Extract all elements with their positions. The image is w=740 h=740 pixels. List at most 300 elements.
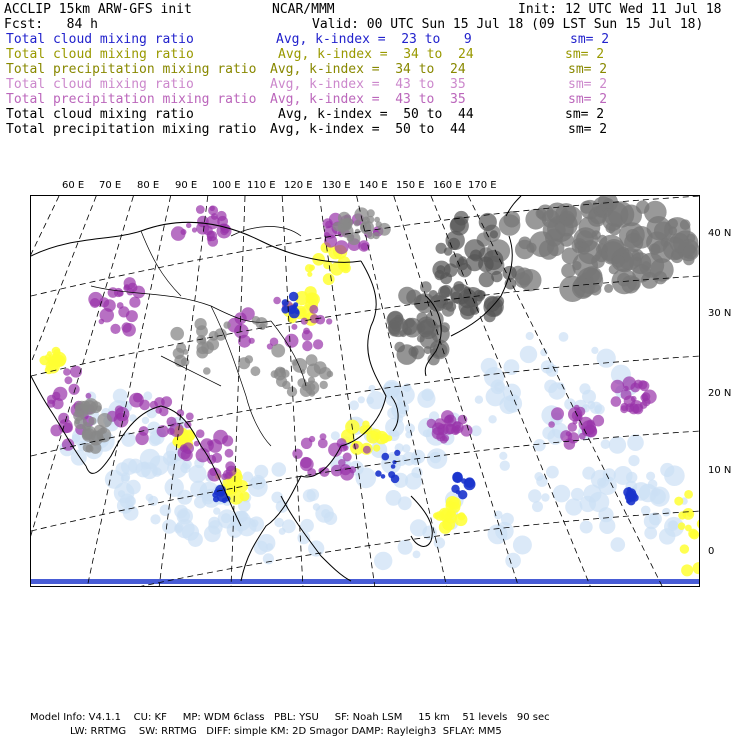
blue-cloud-patch xyxy=(391,464,396,469)
dense-cloud-area xyxy=(596,204,607,215)
purple-cloud-patch xyxy=(62,438,74,450)
light-cloud-area xyxy=(162,519,177,534)
title-center: NCAR/MMM xyxy=(272,2,335,17)
dense-cloud-area xyxy=(403,318,423,338)
light-cloud-area xyxy=(591,347,598,354)
light-cloud-area xyxy=(520,346,537,363)
light-cloud-area xyxy=(528,489,541,502)
purple-cloud-patch xyxy=(572,411,582,421)
light-cloud-area xyxy=(546,466,559,479)
purple-cloud-patch xyxy=(121,322,131,332)
light-cloud-area xyxy=(646,472,655,481)
purple-cloud-patch xyxy=(579,433,586,440)
purple-cloud-patch xyxy=(326,318,332,324)
purple-cloud-patch xyxy=(221,473,228,480)
blue-cloud-patch xyxy=(381,474,386,479)
purple-cloud-patch xyxy=(90,298,100,308)
yellow-cloud-patch xyxy=(681,564,693,576)
gray-cloud-patch xyxy=(83,443,92,452)
blue-cloud-patch xyxy=(222,498,227,503)
yellow-cloud-patch xyxy=(184,430,196,442)
purple-cloud-patch xyxy=(328,443,342,457)
blue-cloud-patch xyxy=(394,450,400,456)
yellow-cloud-patch xyxy=(52,347,61,356)
light-cloud-area xyxy=(627,434,644,451)
light-cloud-area xyxy=(423,430,431,438)
purple-cloud-patch xyxy=(620,405,628,413)
purple-cloud-patch xyxy=(551,407,564,420)
dense-cloud-area xyxy=(591,230,601,240)
light-cloud-area xyxy=(374,552,392,570)
dense-cloud-area xyxy=(617,273,631,287)
gray-cloud-patch xyxy=(376,221,382,227)
purple-cloud-patch xyxy=(611,396,622,407)
gray-cloud-patch xyxy=(196,325,208,337)
light-cloud-area xyxy=(398,496,412,510)
title-left: ACCLIP 15km ARW-GFS init xyxy=(4,2,192,17)
legend-field: Total precipitation mixing ratio xyxy=(6,92,257,107)
dense-cloud-area xyxy=(444,247,453,256)
dense-cloud-area xyxy=(604,284,613,293)
purple-cloud-patch xyxy=(100,308,114,322)
legend-avg: Avg, k-index = 43 to 35 xyxy=(270,77,466,92)
light-cloud-area xyxy=(121,458,138,475)
dense-cloud-area xyxy=(673,230,698,255)
dense-cloud-area xyxy=(487,301,503,317)
light-cloud-area xyxy=(500,396,518,414)
light-cloud-area xyxy=(532,501,543,512)
legend-avg: Avg, k-index = 34 to 24 xyxy=(270,62,466,77)
gray-cloud-patch xyxy=(271,344,285,358)
yellow-cloud-patch xyxy=(55,355,64,364)
lon-label: 60 E xyxy=(62,180,85,191)
purple-cloud-patch xyxy=(196,205,205,214)
parallel-line xyxy=(31,511,700,587)
light-cloud-area xyxy=(272,462,287,477)
lon-label: 110 E xyxy=(247,180,276,191)
purple-cloud-patch xyxy=(343,445,349,451)
lat-label: 40 N xyxy=(708,228,732,239)
gray-cloud-patch xyxy=(89,417,97,425)
lon-label: 100 E xyxy=(212,180,241,191)
light-cloud-area xyxy=(117,498,133,514)
light-cloud-area xyxy=(589,492,609,512)
gray-cloud-patch xyxy=(223,321,230,328)
dense-cloud-area xyxy=(636,200,649,213)
country-border xyxy=(161,356,221,386)
light-cloud-area xyxy=(481,358,498,375)
purple-cloud-patch xyxy=(353,443,359,449)
light-cloud-area xyxy=(152,467,162,477)
legend-avg: Avg, k-index = 50 to 44 xyxy=(278,107,474,122)
purple-cloud-patch xyxy=(548,421,555,428)
yellow-cloud-patch xyxy=(445,511,458,524)
gray-cloud-patch xyxy=(73,410,84,421)
purple-cloud-patch xyxy=(196,429,205,438)
gray-cloud-patch xyxy=(367,232,374,239)
light-cloud-area xyxy=(533,439,545,451)
purple-cloud-patch xyxy=(285,334,299,348)
gray-cloud-patch xyxy=(90,401,102,413)
yellow-cloud-patch xyxy=(309,265,315,271)
legend-field: Total cloud mixing ratio xyxy=(6,32,194,47)
legend-avg: Avg, k-index = 34 to 24 xyxy=(278,47,474,62)
light-cloud-area xyxy=(501,513,514,526)
legend-avg: Avg, k-index = 43 to 35 xyxy=(270,92,466,107)
purple-cloud-patch xyxy=(126,310,138,322)
gray-cloud-patch xyxy=(292,359,298,365)
yellow-cloud-patch xyxy=(684,490,693,499)
legend-sm: sm= 2 xyxy=(570,32,610,47)
light-cloud-area xyxy=(150,514,160,524)
purple-cloud-patch xyxy=(301,318,308,325)
yellow-cloud-patch xyxy=(233,478,243,488)
light-cloud-area xyxy=(644,527,657,540)
purple-cloud-patch xyxy=(300,457,314,471)
lon-label: 90 E xyxy=(175,180,198,191)
light-cloud-area xyxy=(395,414,404,423)
light-cloud-area xyxy=(405,423,415,433)
dense-cloud-area xyxy=(686,234,695,243)
light-cloud-area xyxy=(143,391,152,400)
purple-cloud-patch xyxy=(115,405,124,414)
gray-cloud-patch xyxy=(203,367,211,375)
purple-cloud-patch xyxy=(363,446,371,454)
light-cloud-area xyxy=(559,332,569,342)
model-info-line2: LW: RRTMG SW: RRTMG DIFF: simple KM: 2D Smagor DAMP: Rayleigh3 SFLAY: MM5 xyxy=(70,726,502,737)
purple-cloud-patch xyxy=(560,430,572,442)
light-cloud-area xyxy=(488,524,508,544)
lat-label: 20 N xyxy=(708,388,732,399)
valid-time: Valid: 00 UTC Sun 15 Jul 18 (09 LST Sun 15 Jul 18) xyxy=(312,17,704,32)
light-cloud-area xyxy=(553,485,571,503)
gray-cloud-patch xyxy=(348,232,361,245)
lon-label: 140 E xyxy=(359,180,388,191)
dense-cloud-area xyxy=(453,281,464,292)
lat-label: 0 xyxy=(708,546,715,557)
light-cloud-area xyxy=(597,349,616,368)
yellow-cloud-patch xyxy=(366,431,379,444)
light-cloud-area xyxy=(664,465,685,486)
purple-cloud-patch xyxy=(213,430,228,445)
legend-field: Total cloud mixing ratio xyxy=(6,77,194,92)
purple-cloud-patch xyxy=(129,393,144,408)
dense-cloud-area xyxy=(479,213,497,231)
dense-cloud-area xyxy=(515,272,531,288)
dense-cloud-area xyxy=(609,223,621,235)
purple-cloud-patch xyxy=(434,418,445,429)
dense-cloud-area xyxy=(458,256,467,265)
light-cloud-area xyxy=(174,505,188,519)
gray-cloud-patch xyxy=(176,343,186,353)
yellow-cloud-patch xyxy=(674,497,683,506)
purple-cloud-patch xyxy=(58,413,69,424)
gray-cloud-patch xyxy=(197,342,209,354)
dense-cloud-area xyxy=(504,211,521,228)
gray-cloud-patch xyxy=(320,381,328,389)
legend-sm: sm= 2 xyxy=(568,62,608,77)
purple-cloud-patch xyxy=(63,423,73,433)
meridian-line xyxy=(357,196,447,587)
dense-cloud-area xyxy=(404,327,412,335)
blue-cloud-patch xyxy=(391,475,400,484)
purple-cloud-patch xyxy=(203,226,213,236)
blue-cloud-patch xyxy=(289,292,299,302)
purple-cloud-patch xyxy=(291,324,297,330)
purple-cloud-patch xyxy=(117,414,122,419)
model-info-line1: Model Info: V4.1.1 CU: KF MP: WDM 6class PBL: YSU SF: Noah LSM 15 km 51 levels 90 sec xyxy=(30,712,550,723)
light-cloud-area xyxy=(505,553,521,569)
legend-sm: sm= 2 xyxy=(565,107,605,122)
light-cloud-area xyxy=(136,462,151,477)
yellow-cloud-patch xyxy=(446,501,456,511)
purple-cloud-patch xyxy=(178,446,191,459)
dense-cloud-area xyxy=(391,321,402,332)
dense-cloud-area xyxy=(559,276,585,302)
init-time: Init: 12 UTC Wed 11 Jul 18 xyxy=(518,2,722,17)
dense-cloud-area xyxy=(490,230,498,238)
light-cloud-area xyxy=(541,493,549,501)
lon-label: 170 E xyxy=(468,180,497,191)
purple-cloud-patch xyxy=(132,286,145,299)
light-cloud-area xyxy=(251,475,266,490)
gray-cloud-patch xyxy=(302,382,311,391)
purple-cloud-patch xyxy=(292,449,302,459)
purple-cloud-patch xyxy=(186,223,191,228)
light-cloud-area xyxy=(513,536,532,555)
purple-cloud-patch xyxy=(86,393,92,399)
light-cloud-area xyxy=(118,490,125,497)
light-cloud-area xyxy=(594,406,601,413)
yellow-cloud-patch xyxy=(307,272,312,277)
lon-label: 130 E xyxy=(322,180,351,191)
yellow-cloud-patch xyxy=(39,356,49,366)
light-cloud-area xyxy=(500,461,510,471)
light-cloud-area xyxy=(488,415,496,423)
light-cloud-area xyxy=(609,436,626,453)
gray-cloud-patch xyxy=(282,381,290,389)
yellow-cloud-patch xyxy=(678,522,686,530)
dense-cloud-area xyxy=(545,229,563,247)
blue-cloud-patch xyxy=(626,488,636,498)
blue-cloud-patch xyxy=(626,499,631,504)
legend-avg: Avg, k-index = 50 to 44 xyxy=(270,122,466,137)
purple-cloud-patch xyxy=(110,324,120,334)
light-cloud-area xyxy=(307,489,320,502)
gray-cloud-patch xyxy=(354,207,368,221)
purple-cloud-patch xyxy=(65,376,73,384)
coastline xyxy=(341,261,386,446)
purple-cloud-patch xyxy=(585,426,597,438)
legend-avg: Avg, k-index = 23 to 9 xyxy=(276,32,472,47)
purple-cloud-patch xyxy=(52,392,60,400)
gray-cloud-patch xyxy=(94,425,105,436)
blue-cloud-patch xyxy=(289,307,300,318)
light-cloud-area xyxy=(534,472,543,481)
map-canvas xyxy=(31,196,700,587)
dense-cloud-area xyxy=(442,304,455,317)
purple-cloud-patch xyxy=(611,380,625,394)
dense-cloud-area xyxy=(642,261,651,270)
light-cloud-area xyxy=(174,525,183,534)
purple-cloud-patch xyxy=(129,297,140,308)
purple-cloud-patch xyxy=(225,461,235,471)
light-cloud-area xyxy=(540,349,547,356)
dense-cloud-area xyxy=(397,344,418,365)
gray-cloud-patch xyxy=(279,367,285,373)
purple-cloud-patch xyxy=(186,413,194,421)
light-cloud-area xyxy=(177,490,192,505)
lon-label: 80 E xyxy=(137,180,160,191)
light-cloud-area xyxy=(251,519,259,527)
dense-cloud-area xyxy=(463,287,483,307)
legend-sm: sm= 2 xyxy=(565,47,605,62)
yellow-cloud-patch xyxy=(373,445,380,452)
map-panel xyxy=(30,195,700,587)
lon-label: 120 E xyxy=(284,180,313,191)
purple-cloud-patch xyxy=(633,404,644,415)
purple-cloud-patch xyxy=(108,287,119,298)
dense-cloud-area xyxy=(641,272,658,289)
equator-cloud-strip xyxy=(31,579,700,584)
purple-cloud-patch xyxy=(225,449,234,458)
yellow-cloud-patch xyxy=(458,512,466,520)
light-cloud-area xyxy=(282,519,296,533)
purple-cloud-patch xyxy=(303,328,310,335)
purple-cloud-patch xyxy=(124,284,130,290)
country-border xyxy=(231,227,301,236)
purple-cloud-patch xyxy=(63,368,71,376)
lon-label: 150 E xyxy=(396,180,425,191)
light-cloud-area xyxy=(208,517,220,529)
purple-cloud-patch xyxy=(309,305,318,314)
purple-cloud-patch xyxy=(301,438,312,449)
legend-field: Total precipitation mixing ratio xyxy=(6,122,257,137)
light-cloud-area xyxy=(491,380,506,395)
blue-cloud-patch xyxy=(464,478,476,490)
gray-cloud-patch xyxy=(306,354,318,366)
yellow-cloud-patch xyxy=(362,421,369,428)
light-cloud-area xyxy=(349,400,359,410)
light-cloud-area xyxy=(263,553,274,564)
light-cloud-area xyxy=(499,452,507,460)
gray-cloud-patch xyxy=(98,436,104,442)
light-cloud-area xyxy=(652,488,661,497)
gray-cloud-patch xyxy=(251,366,261,376)
purple-cloud-patch xyxy=(631,396,637,402)
light-cloud-area xyxy=(603,468,616,481)
gray-cloud-patch xyxy=(82,429,93,440)
legend-sm: sm= 2 xyxy=(568,122,608,137)
lon-label: 160 E xyxy=(433,180,462,191)
legend-sm: sm= 2 xyxy=(568,92,608,107)
yellow-cloud-patch xyxy=(678,511,686,519)
purple-cloud-patch xyxy=(192,227,197,232)
legend-field: Total cloud mixing ratio xyxy=(6,107,194,122)
light-cloud-area xyxy=(266,543,273,550)
purple-cloud-patch xyxy=(568,423,577,432)
purple-cloud-patch xyxy=(273,297,281,305)
light-cloud-area xyxy=(398,540,413,555)
yellow-cloud-patch xyxy=(693,562,700,574)
light-cloud-area xyxy=(546,364,559,377)
dense-cloud-area xyxy=(578,240,602,264)
gray-cloud-patch xyxy=(271,370,279,378)
purple-cloud-patch xyxy=(216,211,226,221)
blue-cloud-patch xyxy=(382,453,390,461)
gray-cloud-patch xyxy=(75,419,80,424)
forecast-hour: Fcst: 84 h xyxy=(4,17,98,32)
light-cloud-area xyxy=(427,448,448,469)
light-cloud-area xyxy=(188,532,203,547)
light-cloud-area xyxy=(321,509,330,518)
purple-cloud-patch xyxy=(313,339,323,349)
legend-field: Total precipitation mixing ratio xyxy=(6,62,257,77)
light-cloud-area xyxy=(599,518,615,534)
dense-cloud-area xyxy=(612,255,624,267)
dense-cloud-area xyxy=(460,305,474,319)
blue-cloud-patch xyxy=(451,485,459,493)
light-cloud-area xyxy=(475,396,483,404)
legend-field: Total cloud mixing ratio xyxy=(6,47,194,62)
gray-cloud-patch xyxy=(245,355,253,363)
gray-cloud-patch xyxy=(259,323,266,330)
gray-cloud-patch xyxy=(367,209,375,217)
lat-label: 30 N xyxy=(708,308,732,319)
light-cloud-area xyxy=(313,503,320,510)
light-cloud-area xyxy=(366,397,374,405)
purple-cloud-patch xyxy=(453,429,458,434)
dense-cloud-area xyxy=(478,257,494,273)
yellow-cloud-patch xyxy=(323,273,335,285)
purple-cloud-patch xyxy=(155,407,162,414)
yellow-cloud-patch xyxy=(386,435,392,441)
gray-cloud-patch xyxy=(174,355,186,367)
blue-cloud-patch xyxy=(452,472,462,482)
meridian-line xyxy=(87,196,171,587)
light-cloud-area xyxy=(402,452,416,466)
yellow-cloud-patch xyxy=(685,525,692,532)
light-cloud-area xyxy=(628,455,639,466)
light-cloud-area xyxy=(417,390,435,408)
light-cloud-area xyxy=(526,332,534,340)
light-cloud-area xyxy=(626,472,637,483)
dense-cloud-area xyxy=(398,287,416,305)
yellow-cloud-patch xyxy=(680,544,689,553)
dense-cloud-area xyxy=(624,233,643,252)
light-cloud-area xyxy=(611,537,626,552)
light-cloud-area xyxy=(411,467,422,478)
light-cloud-area xyxy=(358,396,365,403)
blue-cloud-patch xyxy=(375,470,381,476)
purple-cloud-patch xyxy=(171,226,186,241)
purple-cloud-patch xyxy=(318,439,328,449)
purple-cloud-patch xyxy=(440,436,448,444)
dense-cloud-area xyxy=(526,243,536,253)
yellow-cloud-patch xyxy=(47,363,52,368)
legend-sm: sm= 2 xyxy=(568,77,608,92)
dense-cloud-area xyxy=(450,217,465,232)
light-cloud-area xyxy=(142,417,149,424)
gray-cloud-patch xyxy=(252,316,261,325)
purple-cloud-patch xyxy=(361,243,369,251)
purple-cloud-patch xyxy=(197,216,209,228)
purple-cloud-patch xyxy=(634,380,643,389)
purple-cloud-patch xyxy=(208,236,219,247)
purple-cloud-patch xyxy=(343,453,352,462)
light-cloud-area xyxy=(331,431,340,440)
yellow-cloud-patch xyxy=(697,519,700,529)
